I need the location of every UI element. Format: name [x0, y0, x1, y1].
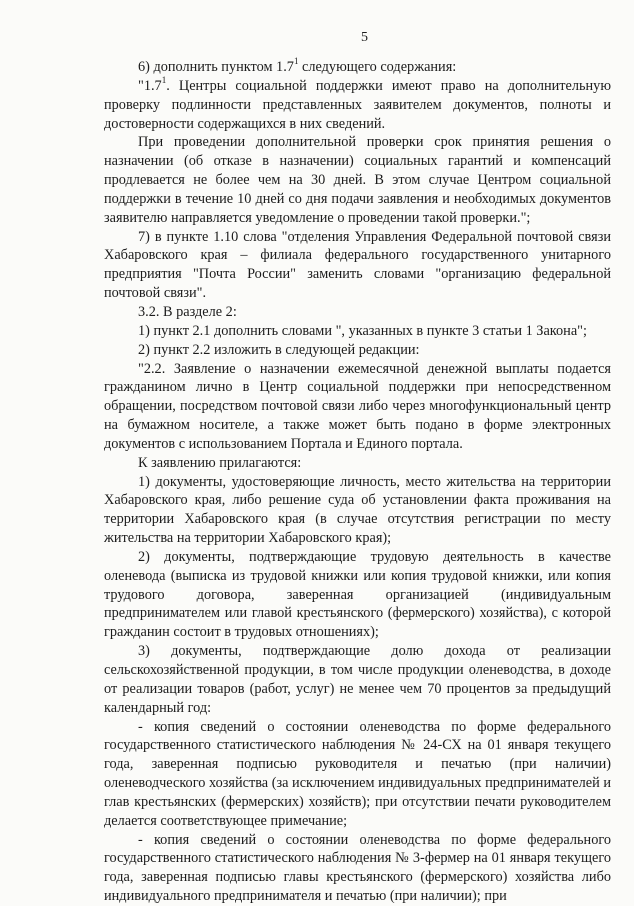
paragraph-item-6 — [104, 58, 611, 77]
superscript-mark: 1 — [161, 75, 167, 86]
superscript-mark: 1 — [293, 56, 299, 67]
page-number: 5 — [361, 30, 368, 45]
paragraph-dash-24-sx: - копия сведений о состоянии оленеводства по форме федерального государственного статистического наблюдения № 24-СХ на 01 января текущего года, заверенная подписью руководителя и печатью (при наличии) оленеводческого хозяйства (за исключением индивидуальных предпринимателей и глав крестьянских (фермерских) хозяйств); при отсутствии печати руководителем делается соответствующее примечание; — [104, 718, 611, 829]
paragraph-clause-2-2: "2.2. Заявление о назначении ежемесячной денежной выплаты подается гражданином лично в Центр социальной поддержки при непосредственном обращении, посредством почтовой связи либо через многофункциональный центр на бумажном носителе, а также может быть подано в форме электронных документов с использованием Портала и Единого портала. — [104, 360, 611, 452]
paragraph-attachments-intro: К заявлению прилагаются: — [138, 454, 302, 471]
paragraph-text: 6) дополнить пунктом 1.7 — [138, 59, 294, 75]
paragraph-text: следующего содержания: — [298, 59, 457, 75]
paragraph-sub-1: 1) пункт 2.1 дополнить словами ", указанных в пункте 3 статьи 1 Закона"; — [138, 322, 587, 339]
paragraph-item-7: 7) в пункте 1.10 слова "отделения Управления Федеральной почтовой связи Хабаровского края – филиала федерального государственного унитарного предприятия "Почта России" заменить словами "организацию федеральной почтовой связи". — [104, 228, 611, 302]
paragraph-sub-2: 2) пункт 2.2 изложить в следующей редакции: — [138, 341, 420, 358]
paragraph-text: "1.7 — [138, 77, 162, 94]
paragraph-additional-check: При проведении дополнительной проверки срок принятия решения о назначении (об отказе в назначении) социальных гарантий и компенсаций продлевается не более чем на 30 дней. В этом случае Центром социальной поддержки в течение 10 дней со дня подачи заявления и необходимых документов заявителю направляется уведомление о проведении такой проверки."; — [104, 134, 611, 226]
paragraph-clause-1-7-1 — [104, 77, 611, 134]
paragraph-text: . Центры социальной поддержки имеют право на дополнительную проверку подлинности представленных заявителем документов, полноты и достоверности содержащихся в них сведений. — [104, 77, 611, 132]
paragraph-dash-3-fermer: - копия сведений о состоянии оленеводства по форме федерального государственного статистического наблюдения № 3-фермер на 01 января текущего года, заверенная подписью главы крестьянского (фермерского) хозяйства либо индивидуального предпринимателя и печатью (при наличии); при — [104, 831, 611, 905]
section-heading-3-2: 3.2. В разделе 2: — [138, 303, 237, 320]
paragraph-attachment-3: 3) документы, подтверждающие долю дохода от реализации сельскохозяйственной продукции, в том числе продукции оленеводства, в доходе от реализации товаров (работ, услуг) не менее чем 70 процентов за предыдущий календарный год: — [104, 643, 611, 716]
paragraph-attachment-2: 2) документы, подтверждающие трудовую деятельность в качестве оленевода (выписка из трудовой книжки или копия трудовой книжки, или копия трудового договора, заверенная организацией (индивидуальным предпринимателем или главой крестьянского (фермерского) хозяйства), с которой гражданин состоит в трудовых отношениях); — [104, 548, 611, 641]
paragraph-attachment-1: 1) документы, удостоверяющие личность, место жительства на территории Хабаровского края, либо решение суда об установлении факта проживания на территории Хабаровского края (в случае отсутствия регистрации по месту жительства на территории Хабаровского края); — [104, 473, 611, 547]
